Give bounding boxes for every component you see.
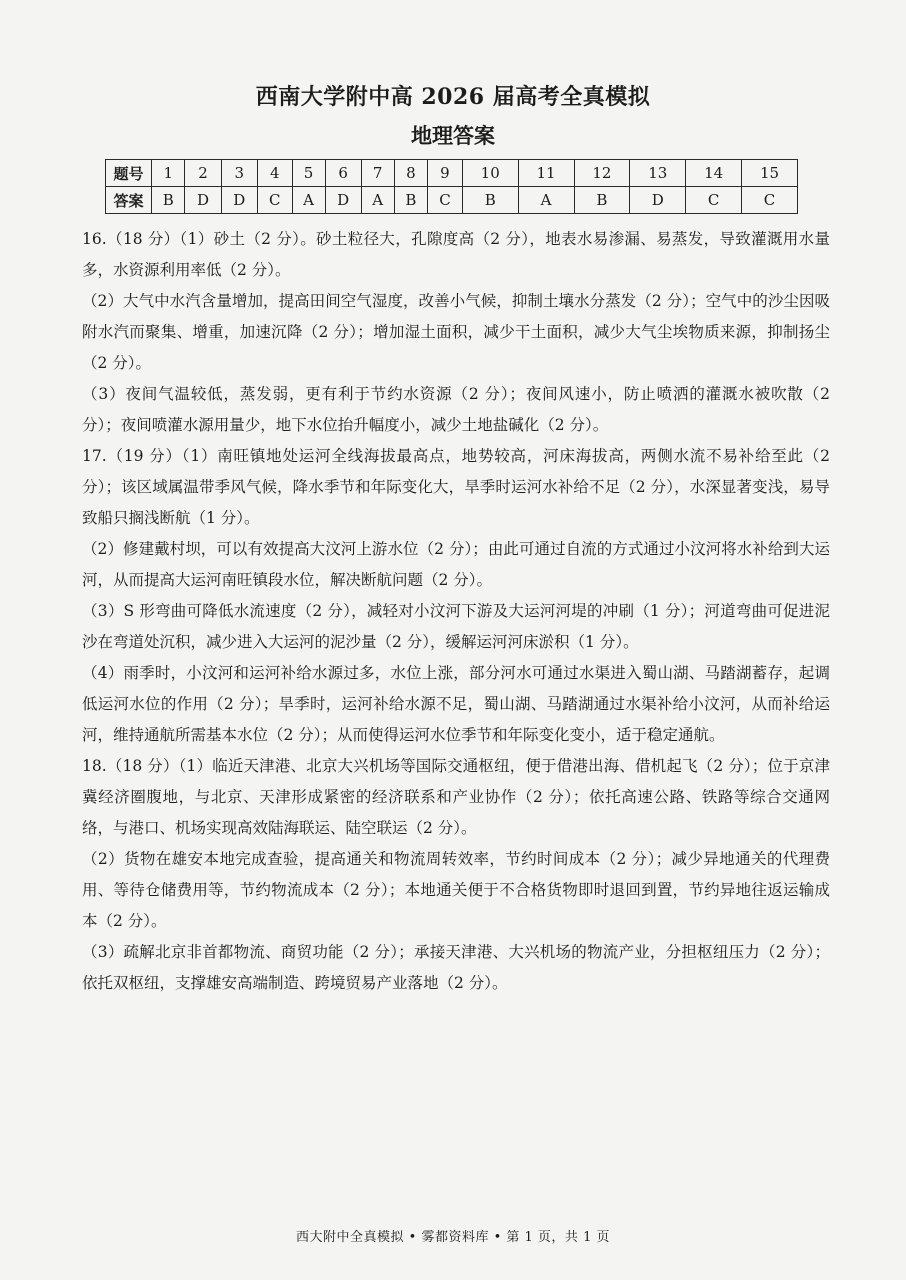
question-number-cell: 14	[686, 160, 742, 187]
question-number-cell: 6	[325, 160, 361, 187]
answer-cell: B	[152, 187, 185, 214]
question-number-row	[106, 160, 798, 187]
answer-cell: C	[742, 187, 798, 214]
question-number-cell: 9	[428, 160, 463, 187]
question-number-header: 题号	[106, 160, 152, 187]
q18-part2-paragraph: （2）货物在雄安本地完成查验，提高通关和物流周转效率，节约时间成本（2 分）；减少异地通关的代理费用、等待仓储费用等，节约物流成本（2 分）；本地通关便于不合格货物即时退回到置，节约异地往返运输成本（2 分）。	[82, 850, 830, 930]
question-number-cell: 12	[574, 160, 630, 187]
question-number-cell: 8	[394, 160, 427, 187]
q16-part2-paragraph: （2）大气中水汽含量增加，提高田间空气湿度，改善小气候，抑制土壤水分蒸发（2 分）；空气中的沙尘因吸附水汽而聚集、增重，加速沉降（2 分）；增加湿土面积，减少干土面积，减少大气尘埃物质来源，抑制扬尘（2 分）。	[82, 292, 830, 372]
answer-table	[105, 159, 798, 214]
q18-part3-paragraph: （3）疏解北京非首都物流、商贸功能（2 分）；承接天津港、大兴机场的物流产业，分担枢纽压力（2 分）；依托双枢纽，支撑雄安高端制造、跨境贸易产业落地（2 分）。	[82, 943, 830, 992]
question-number-cell: 7	[361, 160, 394, 187]
question-number-cell: 13	[630, 160, 686, 187]
answer-cell: D	[185, 187, 221, 214]
answer-cell: B	[462, 187, 518, 214]
page-footer: 西大附中全真模拟 • 雾都资料库 • 第 1 页，共 1 页	[296, 1230, 610, 1245]
answer-cell: C	[257, 187, 292, 214]
question-number-cell: 5	[292, 160, 325, 187]
answer-cell: C	[428, 187, 463, 214]
answer-cell: C	[686, 187, 742, 214]
q16-part3-paragraph: （3）夜间气温较低，蒸发弱，更有利于节约水资源（2 分）；夜间风速小，防止喷洒的灌溉水被吹散（2 分）；夜间喷灌水源用量少，地下水位抬升幅度小，减少土地盐碱化（2 分）。	[82, 385, 830, 434]
answer-cell: D	[325, 187, 361, 214]
answer-cell: A	[518, 187, 574, 214]
question-number-cell: 4	[257, 160, 292, 187]
answer-cell: D	[221, 187, 257, 214]
q16-part1-paragraph: 16.（18 分）（1）砂土（2 分）。砂土粒径大，孔隙度高（2 分），地表水易渗漏、易蒸发，导致灌溉用水量多，水资源利用率低（2 分）。	[82, 230, 830, 279]
answer-header: 答案	[106, 187, 152, 214]
answer-cell: B	[394, 187, 427, 214]
question-number-cell: 3	[221, 160, 257, 187]
question-number-cell: 10	[462, 160, 518, 187]
answer-cell: A	[361, 187, 394, 214]
q17-part4-paragraph: （4）雨季时，小汶河和运河补给水源过多，水位上涨，部分河水可通过水渠进入蜀山湖、马踏湖蓄存，起调低运河水位的作用（2 分）；旱季时，运河补给水源不足，蜀山湖、马踏湖通过水渠补给小汶河，从而补给运河，维持通航所需基本水位（2 分）；从而使得运河水位季节和年际变化变小，适于稳定通航。	[82, 664, 830, 744]
q17-part2-paragraph: （2）修建戴村坝，可以有效提高大汶河上游水位（2 分）；由此可通过自流的方式通过小汶河将水补给到大运河，从而提高大运河南旺镇段水位，解决断航问题（2 分）。	[82, 540, 830, 589]
question-number-cell: 15	[742, 160, 798, 187]
question-number-cell: 11	[518, 160, 574, 187]
q17-part3-paragraph: （3）S 形弯曲可降低水流速度（2 分），减轻对小汶河下游及大运河河堤的冲刷（1 分）；河道弯曲可促进泥沙在弯道处沉积，减少进入大运河的泥沙量（2 分），缓解运河河床淤积（1 分）。	[82, 602, 830, 651]
q17-part1-paragraph: 17.（19 分）（1）南旺镇地处运河全线海拔最高点，地势较高，河床海拔高，两侧水流不易补给至此（2 分）；该区域属温带季风气候，降水季节和年际变化大，旱季时运河水补给不足（2 分），水深显著变浅，易导致船只搁浅断航（1 分）。	[82, 447, 830, 527]
question-number-cell: 2	[185, 160, 221, 187]
answer-cell: B	[574, 187, 630, 214]
page-subtitle: 地理答案	[411, 123, 495, 148]
answer-row	[106, 187, 798, 214]
question-number-cell: 1	[152, 160, 185, 187]
q18-part1-paragraph: 18.（18 分）（1）临近天津港、北京大兴机场等国际交通枢纽，便于借港出海、借机起飞（2 分）；位于京津冀经济圈腹地，与北京、天津形成紧密的经济联系和产业协作（2 分）；依托高速公路、铁路等综合交通网络，与港口、机场实现高效陆海联运、陆空联运（2 分）。	[82, 757, 830, 837]
answer-cell: A	[292, 187, 325, 214]
answer-explanations	[82, 224, 830, 999]
answer-cell: D	[630, 187, 686, 214]
page-title: 西南大学附中高 2026 届高考全真模拟	[255, 84, 651, 110]
